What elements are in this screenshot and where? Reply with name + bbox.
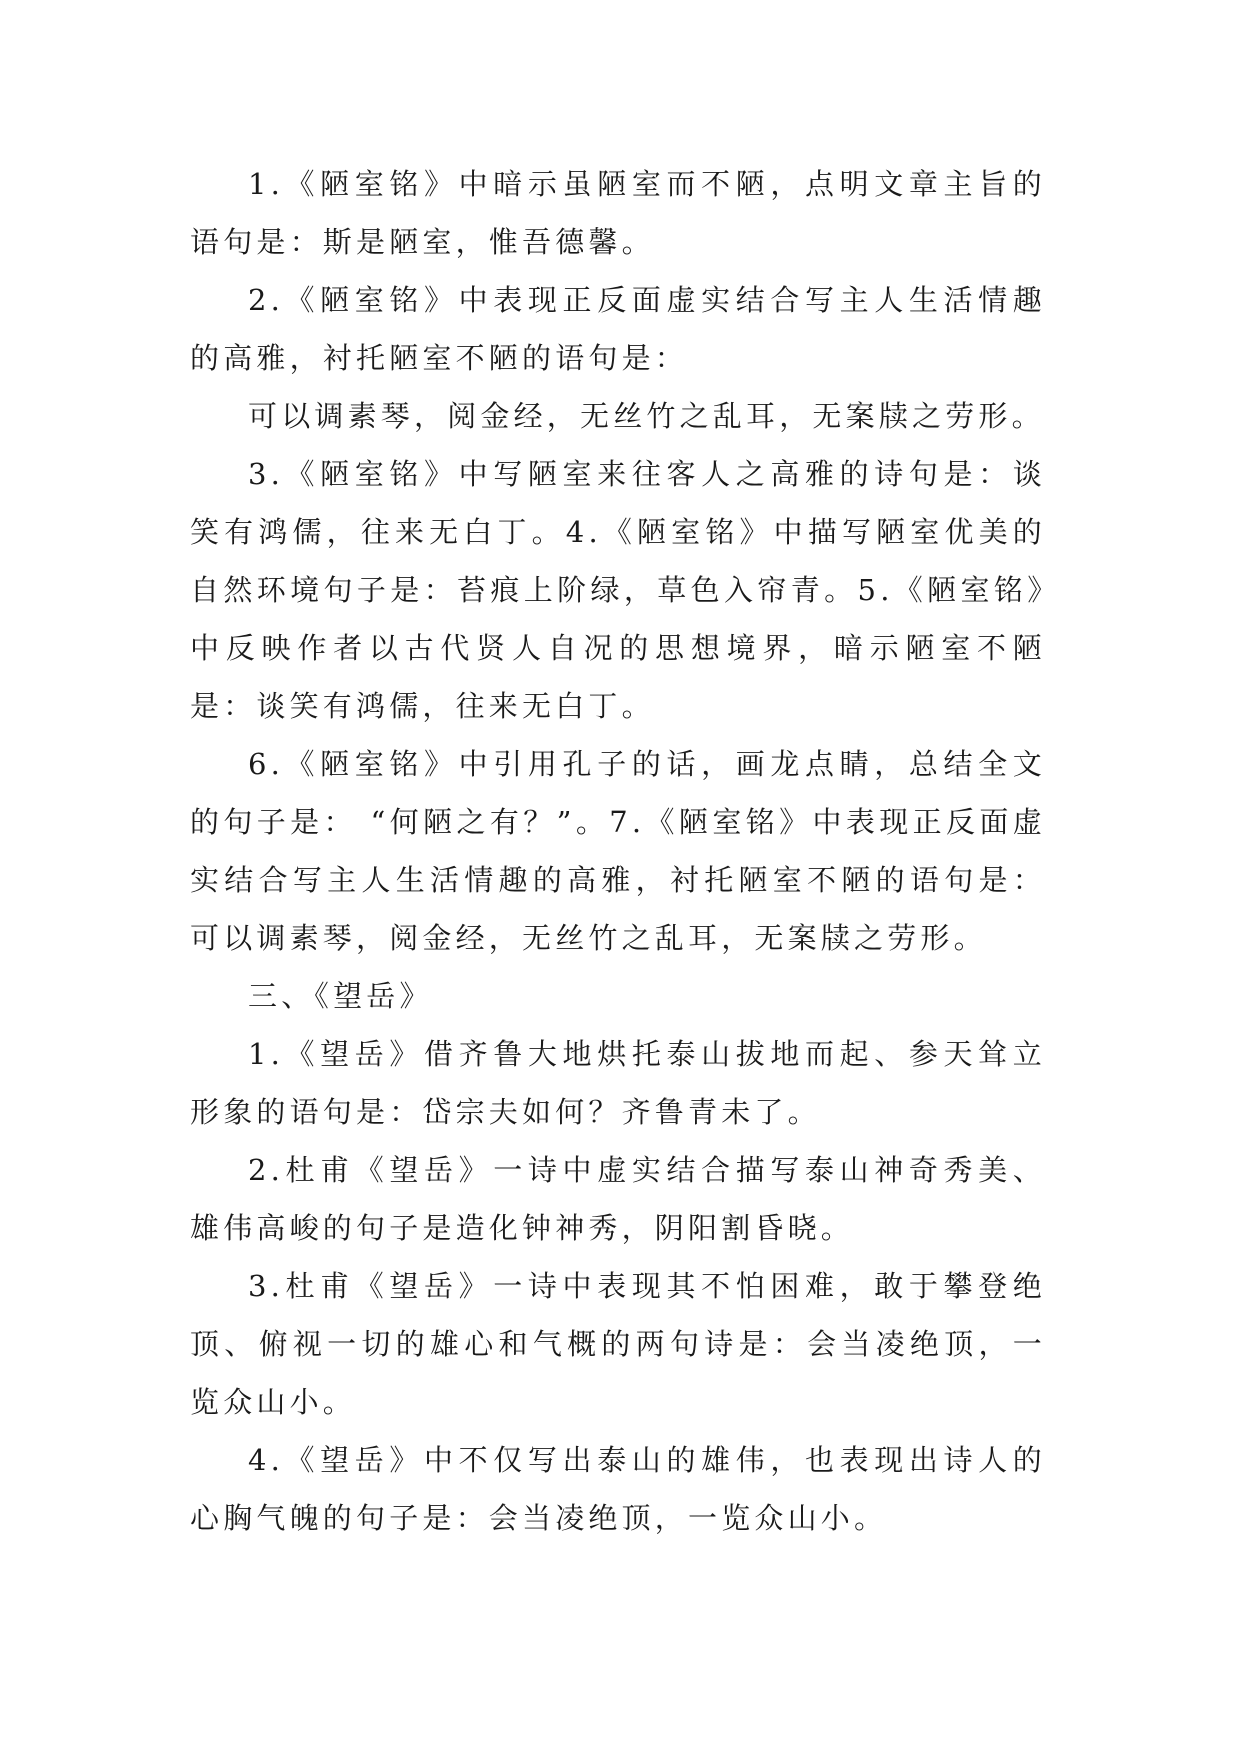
paragraph: 3.《陋室铭》中写陋室来往客人之高雅的诗句是：谈笑有鸿儒，往来无白丁。4.《陋室铭》中描写陋室优美的自然环境句子是：苔痕上阶绿，草色入帘青。5.《陋室铭》中反映作者以古代贤人自况的思想境界，暗示陋室不陋是：谈笑有鸿儒，往来无白丁。 bbox=[190, 457, 1046, 723]
paragraph: 6.《陋室铭》中引用孔子的话，画龙点睛，总结全文的句子是： “何陋之有？”。7.《陋室铭》中表现正反面虚实结合写主人生活情趣的高雅，衬托陋室不陋的语句是： 可以调素琴，阅金经，无丝竹之乱耳，无案牍之劳形。 bbox=[190, 747, 1046, 955]
section-heading: 三、《望岳》 bbox=[248, 979, 433, 1013]
paragraph: 可以调素琴，阅金经，无丝竹之乱耳，无案牍之劳形。 bbox=[248, 399, 1045, 433]
paragraph: 1.《望岳》借齐鲁大地烘托泰山拔地而起、参天耸立形象的语句是：岱宗夫如何？齐鲁青未了。 bbox=[190, 1037, 1046, 1129]
document-body bbox=[190, 155, 1046, 1547]
paragraph: 3.杜甫《望岳》一诗中表现其不怕困难，敢于攀登绝顶、俯视一切的雄心和气概的两句诗是：会当凌绝顶，一览众山小。 bbox=[190, 1269, 1046, 1419]
paragraph: 2.《陋室铭》中表现正反面虚实结合写主人生活情趣的高雅，衬托陋室不陋的语句是： bbox=[190, 283, 1046, 375]
paragraph: 4.《望岳》中不仅写出泰山的雄伟，也表现出诗人的心胸气魄的句子是：会当凌绝顶，一览众山小。 bbox=[190, 1443, 1046, 1535]
paragraph: 1.《陋室铭》中暗示虽陋室而不陋，点明文章主旨的语句是：斯是陋室，惟吾德馨。 bbox=[190, 167, 1046, 259]
paragraph: 2.杜甫《望岳》一诗中虚实结合描写泰山神奇秀美、雄伟高峻的句子是造化钟神秀，阴阳割昏晓。 bbox=[190, 1153, 1046, 1245]
